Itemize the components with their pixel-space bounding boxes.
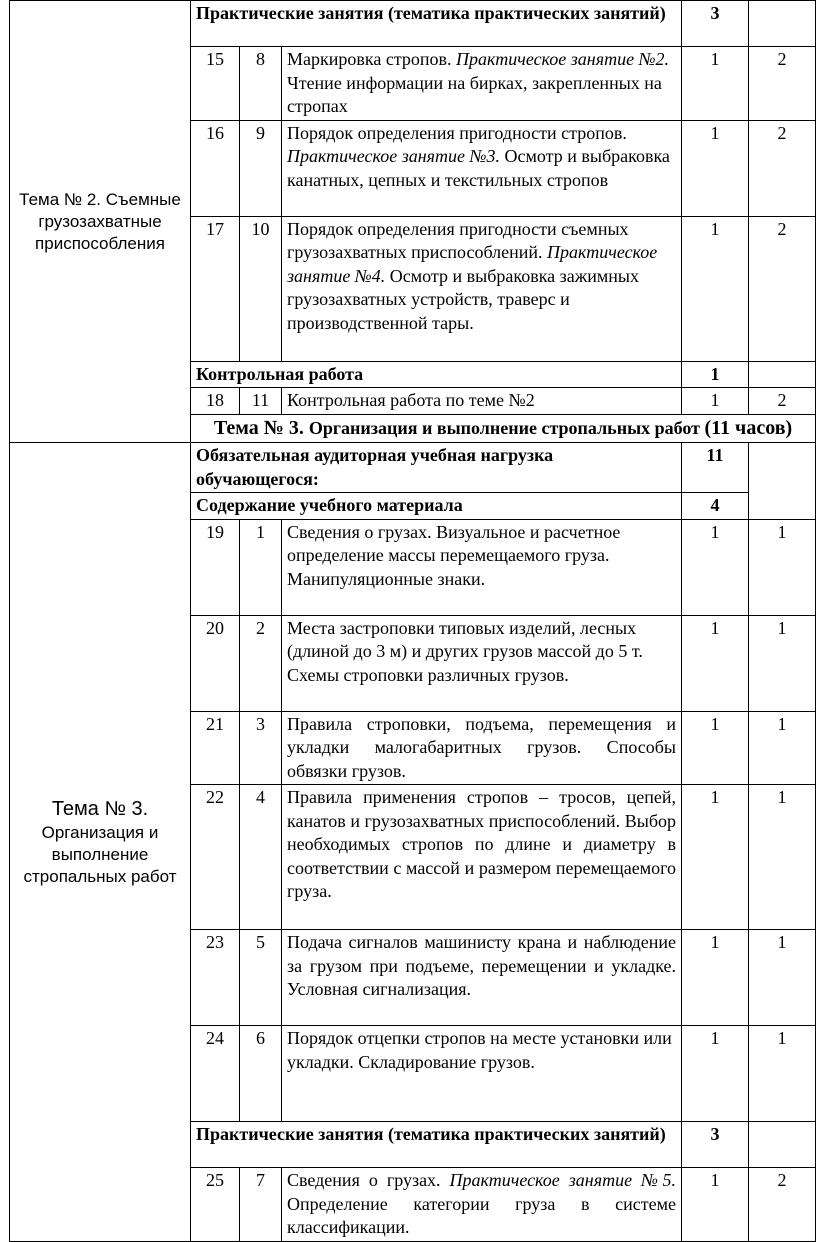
- row-number: 20: [191, 615, 240, 711]
- hours: 1: [682, 120, 749, 216]
- topic2-name: Тема № 2. Съемные грузозахватные приспособления: [19, 189, 181, 253]
- hours: 1: [682, 1026, 749, 1122]
- level: 2: [749, 1168, 816, 1242]
- hours: 1: [682, 519, 749, 615]
- hours: 1: [682, 388, 749, 415]
- lesson-number: 6: [240, 1026, 282, 1122]
- practical-header: Практические занятия (тематика практических занятий): [191, 1122, 682, 1168]
- lesson-text: Маркировка стропов. Практическое занятие №2. Чтение информации на бирках, закрепленных на стропах: [282, 47, 682, 121]
- lesson-text: Правила применения стропов – тросов, цепей, канатов и грузозахватных приспособлений. Выбор необходимых стропов по длине и диаметру в соответствии с массой и размером перемещаемого груза.: [282, 785, 682, 930]
- row-number: 18: [191, 388, 240, 415]
- topic3-name-b: Организация и выполнение стропальных работ: [23, 822, 177, 886]
- level: 1: [749, 930, 816, 1026]
- lesson-number: 1: [240, 519, 282, 615]
- level: 1: [749, 519, 816, 615]
- hours: 1: [682, 930, 749, 1026]
- level: 2: [749, 388, 816, 415]
- level-empty: [749, 1122, 816, 1168]
- level: 2: [749, 120, 816, 216]
- level-empty: [749, 1, 816, 47]
- load-header-row: [10, 443, 816, 493]
- practical-header: Практические занятия (тематика практических занятий): [191, 1, 682, 47]
- hours: 1: [682, 1168, 749, 1242]
- row-number: 19: [191, 519, 240, 615]
- level: 1: [749, 1026, 816, 1122]
- topic3-name-a: Тема № 3.: [51, 797, 149, 820]
- row-number: 17: [191, 216, 240, 361]
- curriculum-table: [9, 0, 816, 1242]
- lesson-number: 11: [240, 388, 282, 415]
- level: 1: [749, 711, 816, 785]
- level: 1: [749, 785, 816, 930]
- lesson-number: 2: [240, 615, 282, 711]
- load-header: Обязательная аудиторная учебная нагрузка обучающегося:: [191, 443, 682, 493]
- level: 2: [749, 216, 816, 361]
- lesson-text: Сведения о грузах. Визуальное и расчетное определение массы перемещаемого груза. Манипуляционные знаки.: [282, 519, 682, 615]
- lesson-text: Места застроповки типовых изделий, лесных (длиной до 3 м) и других грузов массой до 5 т. Схемы строповки различных грузов.: [282, 615, 682, 711]
- lesson-text: Правила строповки, подъема, перемещения и укладки малогабаритных грузов. Способы обвязки грузов.: [282, 711, 682, 785]
- control-hours: 1: [682, 361, 749, 388]
- lesson-text: Подача сигналов машинисту крана и наблюдение за грузом при подъеме, перемещении и укладке. Условная сигнализация.: [282, 930, 682, 1026]
- level-empty: [749, 361, 816, 388]
- lesson-text: Порядок отцепки стропов на месте установки или укладки. Складирование грузов.: [282, 1026, 682, 1122]
- practical-hours: 3: [682, 1122, 749, 1168]
- control-header: Контрольная работа: [191, 361, 682, 388]
- content-header: Содержание учебного материала: [191, 493, 682, 520]
- hours: 1: [682, 216, 749, 361]
- hours: 1: [682, 711, 749, 785]
- lesson-text: Порядок определения пригодности стропов. Практическое занятие №3. Осмотр и выбраковка канатных, цепных и текстильных стропов: [282, 120, 682, 216]
- row-number: 23: [191, 930, 240, 1026]
- lesson-text: Порядок определения пригодности съемных грузозахватных приспособлений. Практическое занятие №4. Осмотр и выбраковка зажимных грузозахватных устройств, траверс и производственной тары.: [282, 216, 682, 361]
- lesson-number: 4: [240, 785, 282, 930]
- lesson-number: 8: [240, 47, 282, 121]
- lesson-number: 3: [240, 711, 282, 785]
- row-number: 25: [191, 1168, 240, 1242]
- lesson-text: Сведения о грузах. Практическое занятие №5. Определение категории груза в системе классификации.: [282, 1168, 682, 1242]
- level: 2: [749, 47, 816, 121]
- row-number: 21: [191, 711, 240, 785]
- hours: 1: [682, 785, 749, 930]
- lesson-number: 5: [240, 930, 282, 1026]
- row-number: 16: [191, 120, 240, 216]
- lesson-number: 9: [240, 120, 282, 216]
- load-hours: 11: [682, 443, 749, 493]
- hours: 1: [682, 47, 749, 121]
- hours: 1: [682, 615, 749, 711]
- topic2-name-cell: [10, 1, 191, 443]
- level-empty: [749, 443, 816, 520]
- level: 1: [749, 615, 816, 711]
- practical-hours: 3: [682, 1, 749, 47]
- topic3-name-cell: [10, 443, 191, 1242]
- lesson-text: Контрольная работа по теме №2: [282, 388, 682, 415]
- content-hours: 4: [682, 493, 749, 520]
- row-number: 24: [191, 1026, 240, 1122]
- row-number: 15: [191, 47, 240, 121]
- topic3-title: Тема № 3. Организация и выполнение стропальных работ (11 часов): [191, 414, 816, 443]
- row-number: 22: [191, 785, 240, 930]
- practical-header-row: [10, 1, 816, 47]
- lesson-number: 10: [240, 216, 282, 361]
- lesson-number: 7: [240, 1168, 282, 1242]
